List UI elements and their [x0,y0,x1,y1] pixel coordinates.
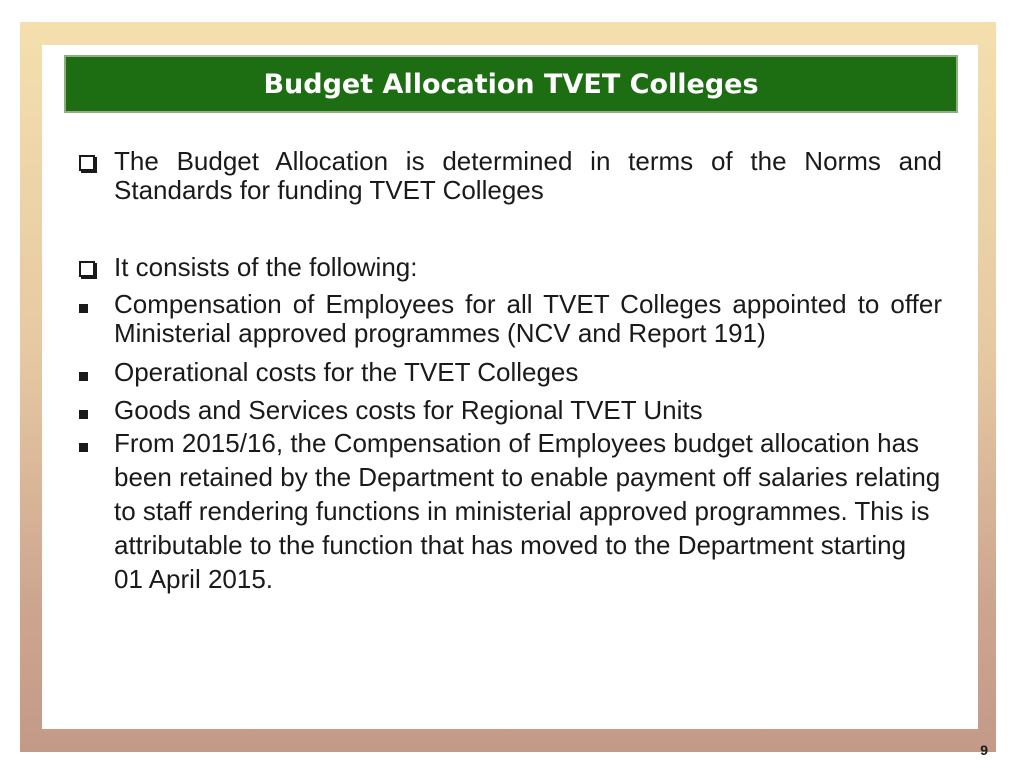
title-bar [64,55,958,113]
bullet-text: From 2015/16, the Compensation of Employees budget allocation has been retained by the Department to enable payment off salaries relating to staff rendering functions in ministerial approved programmes. This is attributable to the function that has moved to the Department starting 01 April 2015. [114,428,941,594]
slide-content [76,147,942,596]
intro-item-text: The Budget Allocation is determined in terms of the Norms and Standards for funding TVET Colleges [114,146,942,205]
bullet-compensation [76,290,942,348]
bullet-goods-services [76,396,942,425]
page-title: Budget Allocation TVET Colleges [263,68,759,100]
bullet-text: Operational costs for the TVET Colleges [114,357,579,387]
square-bullet-icon [76,358,88,387]
bullet-operational [76,358,942,387]
intro-item-norms [76,147,942,205]
square-bullet-icon [76,290,88,319]
bullet-from-2015 [76,426,942,596]
page-number: 9 [980,742,988,758]
bullet-text: Goods and Services costs for Regional TVET Units [114,395,703,425]
checkbox-bullet-icon [76,253,95,283]
bullet-text: Compensation of Employees for all TVET Colleges appointed to offer Ministerial approved programmes (NCV and Report 191) [114,289,942,348]
square-bullet-icon [76,426,88,460]
intro-item-text: It consists of the following: [114,252,418,282]
square-bullet-icon [76,396,88,425]
intro-item-consists [76,253,942,282]
checkbox-bullet-icon [76,147,95,177]
